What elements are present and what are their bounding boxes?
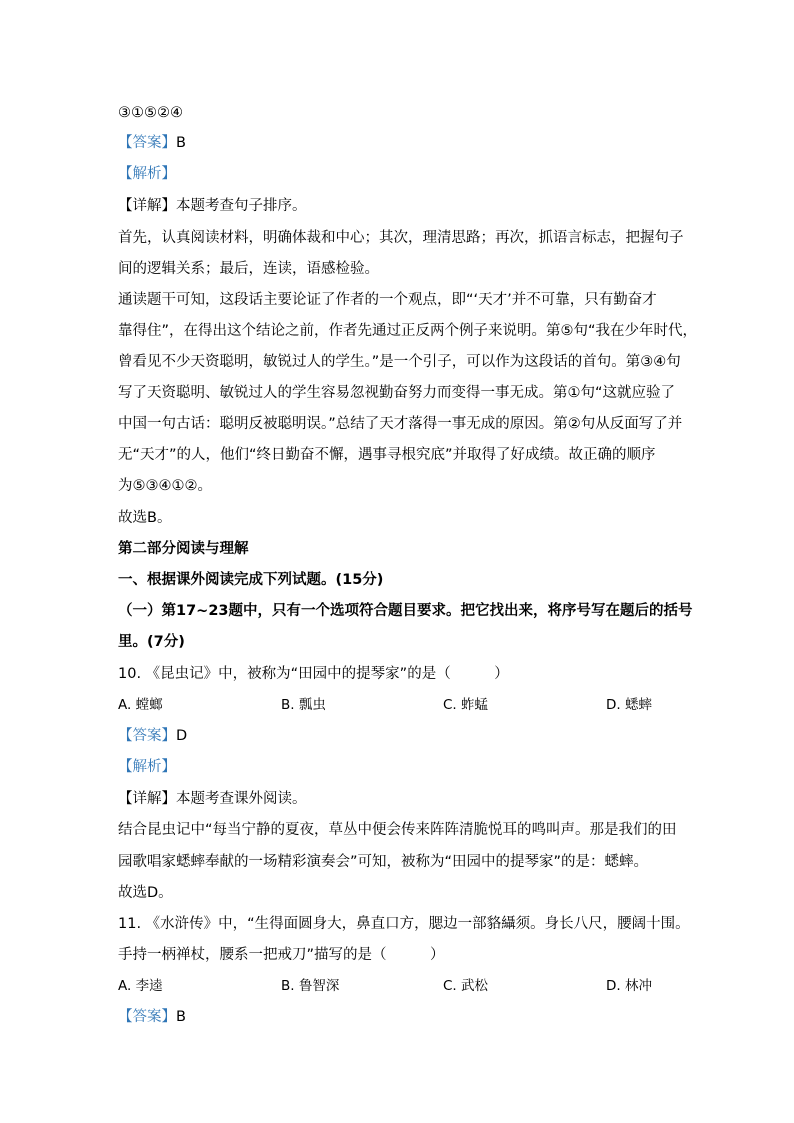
q9-detail-line: 靠得住”，在得出这个结论之前，作者先通过正反两个例子来说明。第⑤句“我在少年时代， — [118, 323, 698, 339]
answer-label: 【答案】 — [118, 135, 176, 151]
q11-option-c: C. 武松 — [443, 978, 489, 994]
q9-detail-line: 无“天才”的人，他们“终日勤奋不懈，遇事寻根究底”并取得了好成绩。故正确的顺序 — [118, 447, 656, 463]
q11-option-d: D. 林冲 — [606, 978, 652, 994]
q11-option-b: B. 鲁智深 — [281, 978, 340, 994]
q10-analysis-label: 【解析】 — [118, 759, 176, 775]
q11-stem-cont: 手持一柄禅杖，腰系一把戒刀”描写的是（ ） — [118, 947, 445, 963]
q9-detail-line: 首先，认真阅读材料，明确体裁和中心；其次，理清思路；再次，抓语言标志，把握句子 — [118, 230, 684, 246]
q10-stem: 10. 《昆虫记》中，被称为“田园中的提琴家”的是（ ） — [118, 666, 509, 682]
subsection-heading-cont: 里。(7分) — [118, 634, 185, 650]
order-option-d: ③①⑤②④ — [118, 105, 183, 121]
q10-conclusion: 故选D。 — [118, 885, 173, 901]
q10-answer — [118, 726, 187, 746]
subsection-heading: （一）第17~23题中，只有一个选项符合题目要求。把它找出来，将序号写在题后的括号 — [118, 603, 693, 619]
q9-detail-line: 间的逻辑关系；最后，连读，语感检验。 — [118, 261, 379, 277]
q9-detail-line: 通读题干可知，这段话主要论证了作者的一个观点，即“‘天才’并不可靠，只有勤奋才 — [118, 292, 657, 308]
q9-detail-line: 写了天资聪明、敏锐过人的学生容易忽视勤奋努力而变得一事无成。第①句“这就应验了 — [118, 385, 676, 401]
answer-value: B — [176, 1009, 186, 1025]
q10-option-d: D. 蟋蟀 — [606, 697, 652, 713]
answer-value: D — [176, 728, 188, 744]
q9-analysis-label: 【解析】 — [118, 166, 176, 182]
q10-detail-line: 园歌唱家蟋蟀奉献的一场精彩演奏会”可知，被称为“田园中的提琴家”的是：蟋蟀。 — [118, 854, 649, 870]
q10-detail-line: 结合昆虫记中“每当宁静的夏夜，草丛中便会传来阵阵清脆悦耳的鸣叫声。那是我们的田 — [118, 822, 677, 838]
answer-label: 【答案】 — [118, 1009, 176, 1025]
answer-value: B — [176, 135, 186, 151]
q9-conclusion: 故选B。 — [118, 510, 172, 526]
q10-option-a: A. 螳螂 — [118, 697, 163, 713]
q10-detail — [118, 789, 307, 809]
detail-label: 【详解】 — [118, 791, 176, 807]
q9-answer — [118, 133, 186, 153]
q10-option-b: B. 瓢虫 — [281, 697, 326, 713]
q9-detail-line: 中国一句古话：聪明反被聪明误。”总结了天才落得一事无成的原因。第②句从反面写了并 — [118, 416, 683, 432]
detail-intro: 本题考查句子排序。 — [176, 198, 307, 214]
q10-option-c: C. 蚱蜢 — [443, 697, 489, 713]
q11-stem: 11. 《水浒传》中，“生得面圆身大，鼻直口方，腮边一部貉䌰须。身长八尺，腰阔十围。 — [118, 916, 690, 932]
q11-option-a: A. 李逵 — [118, 978, 163, 994]
section-heading: 一、根据课外阅读完成下列试题。(15分) — [118, 572, 384, 588]
part-title: 第二部分阅读与理解 — [118, 541, 249, 557]
q9-detail — [118, 196, 307, 216]
detail-intro: 本题考查课外阅读。 — [176, 791, 307, 807]
detail-label: 【详解】 — [118, 198, 176, 214]
q9-detail-line: 为⑤③④①②。 — [118, 478, 212, 494]
q9-detail-line: 曾看见不少天资聪明，敏锐过人的学生。”是一个引子，可以作为这段话的首句。第③④句 — [118, 354, 681, 370]
answer-label: 【答案】 — [118, 728, 176, 744]
q11-answer — [118, 1007, 186, 1027]
